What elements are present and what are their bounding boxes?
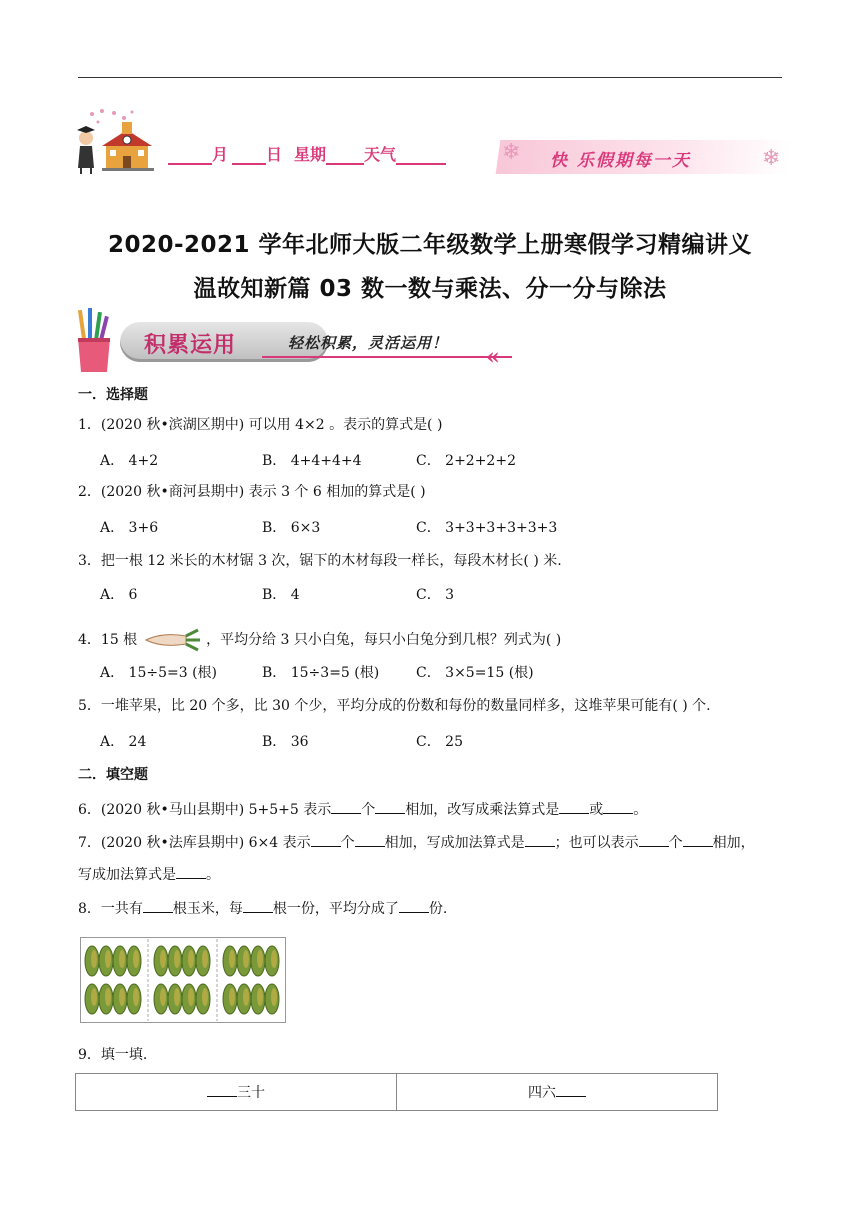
date-fields	[168, 142, 446, 165]
q5-option-c: C． 25	[416, 734, 463, 750]
motto-text: 快 乐假期每一天	[550, 151, 691, 171]
corn-groups-image	[80, 937, 286, 1023]
q4-option-a: A． 15÷5=3 (根)	[100, 665, 218, 681]
q3-option-c: C． 3	[416, 587, 455, 603]
month-label: 月	[212, 145, 229, 164]
q7-text-3: 相加，写成加法算式是	[384, 835, 525, 851]
q8-text-3: 根一份，平均分成了	[272, 901, 399, 917]
part-heading-choice: 一．选择题	[78, 387, 148, 403]
q4-option-c: C． 3×5=15 (根)	[416, 665, 534, 681]
cell-2-text: 四六	[528, 1085, 556, 1101]
q2-option-b: B． 6×3	[262, 520, 321, 536]
double-arrow-left-icon: «	[486, 344, 500, 370]
question-2: 2．(2020 秋•商河县期中) 表示 3 个 6 相加的算式是( )	[78, 484, 426, 500]
q4-text: ，平均分给 3 只小白兔，每只小白兔分到几根？列式为( )	[206, 632, 562, 648]
answer-blank[interactable]	[525, 834, 555, 847]
answer-blank[interactable]	[683, 834, 713, 847]
q4-option-b: B． 15÷3=5 (根)	[262, 665, 380, 681]
q2-option-c: C． 3+3+3+3+3+3	[416, 520, 558, 536]
q5-option-b: B． 36	[262, 734, 309, 750]
document-title: 2020-2021 学年北师大版二年级数学上册寒假学习精编讲义	[107, 232, 753, 258]
school-girl-illustration	[72, 108, 162, 176]
section-title: 积累运用	[144, 333, 237, 358]
q7-text-6: 相加，	[712, 835, 755, 851]
pencil-cup-icon	[74, 308, 114, 374]
q7-text-4: ；也可以表示	[554, 835, 639, 851]
q5-option-a: A． 24	[100, 734, 147, 750]
question-3: 3．把一根 12 米长的木材锯 3 次，锯下的木材每段一样长，每段木材长( ) 米.	[78, 553, 562, 569]
fill-table	[75, 1073, 718, 1111]
document-subtitle: 温故知新篇 03 数一数与乘法、分一分与除法	[193, 276, 667, 302]
q1-option-c: C． 2+2+2+2	[416, 453, 516, 469]
q3-option-b: B． 4	[262, 587, 300, 603]
fill-cell-1	[76, 1074, 397, 1111]
weekday-label: 星期	[294, 145, 327, 164]
q1-option-b: B． 4+4+4+4	[262, 453, 362, 469]
q7-text-7: 写成加法算式是	[78, 867, 176, 883]
answer-blank[interactable]	[603, 801, 633, 814]
snowflake-icon: ❄	[762, 146, 781, 171]
part-heading-fill: 二．填空题	[78, 767, 148, 783]
answer-blank[interactable]	[399, 900, 429, 913]
q2-option-a: A． 3+6	[100, 520, 159, 536]
answer-blank[interactable]	[556, 1084, 586, 1097]
day-label: 日	[266, 145, 283, 164]
fill-cell-2	[397, 1074, 718, 1111]
q7-text-8: 。	[206, 867, 220, 883]
question-1: 1．(2020 秋•滨湖区期中) 可以用 4×2 。表示的算式是( )	[78, 417, 443, 433]
weather-label: 天气	[364, 145, 397, 164]
question-4	[78, 628, 561, 652]
weather-blank	[396, 149, 446, 165]
q6-text-2: 个	[361, 802, 376, 818]
q7-text-5: 个	[668, 835, 683, 851]
question-6	[78, 801, 647, 819]
month-blank	[168, 149, 212, 165]
q8-text-4: 份.	[428, 901, 448, 917]
section-underline	[262, 356, 512, 358]
q6-text-3: 相加，改写成乘法算式是	[405, 802, 560, 818]
answer-blank[interactable]	[243, 900, 273, 913]
header-rule	[78, 77, 782, 78]
answer-blank[interactable]	[143, 900, 173, 913]
answer-blank[interactable]	[207, 1084, 237, 1097]
q6-text-4: 或	[589, 802, 604, 818]
question-9: 9．填一填.	[78, 1047, 148, 1063]
question-8	[78, 900, 447, 918]
q6-text-5: 。	[633, 802, 648, 818]
answer-blank[interactable]	[331, 801, 361, 814]
day-blank	[232, 149, 266, 165]
q8-text-2: 根玉米，每	[172, 901, 243, 917]
snowflake-icon: ❄	[502, 140, 521, 165]
answer-blank[interactable]	[355, 834, 385, 847]
weekday-blank	[326, 149, 364, 165]
answer-blank[interactable]	[176, 866, 206, 879]
answer-blank[interactable]	[559, 801, 589, 814]
q6-text-1: 6．(2020 秋•马山县期中) 5+5+5 表示	[78, 802, 332, 818]
q3-option-a: A． 6	[100, 587, 138, 603]
section-header	[74, 308, 534, 374]
question-7	[78, 834, 755, 852]
q4-prefix: 4．15 根	[78, 632, 138, 648]
date-banner	[72, 108, 792, 176]
question-5: 5．一堆苹果，比 20 个多，比 30 个少，平均分成的份数和每份的数量同样多，这堆苹果可能有( ) 个.	[78, 698, 711, 714]
cell-1-text: 三十	[237, 1085, 265, 1101]
answer-blank[interactable]	[311, 834, 341, 847]
q7-text-2: 个	[340, 835, 355, 851]
question-7-line-2	[78, 866, 220, 884]
q7-text-1: 7．(2020 秋•法库县期中) 6×4 表示	[78, 835, 311, 851]
q8-text-1: 8．一共有	[78, 901, 143, 917]
section-slogan: 轻松积累，灵活运用！	[288, 334, 449, 352]
q1-option-a: A． 4+2	[100, 453, 159, 469]
radish-image	[142, 628, 202, 652]
answer-blank[interactable]	[639, 834, 669, 847]
answer-blank[interactable]	[375, 801, 405, 814]
